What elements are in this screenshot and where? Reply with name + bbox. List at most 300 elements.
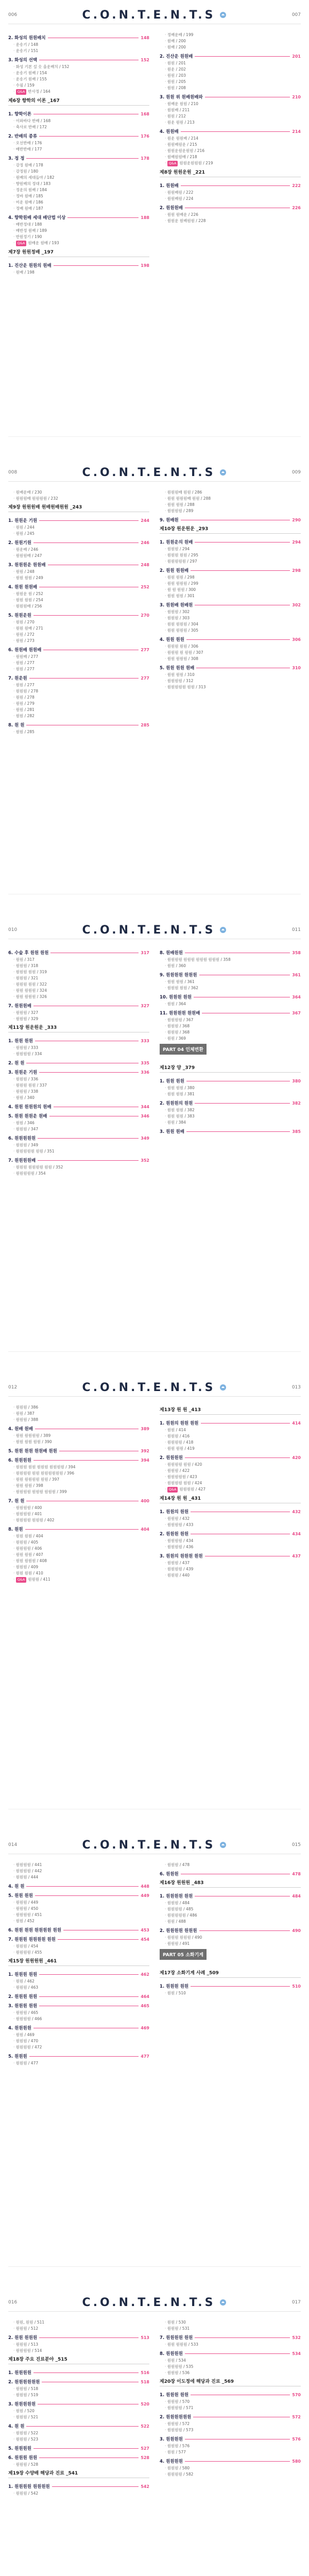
chapter-entry[interactable] (8, 1971, 149, 1977)
chapter-entry[interactable] (160, 1927, 301, 1934)
section-entry: · 원원배 / 211 (165, 107, 301, 113)
section-entry: · 운송기 원배 / 155 (13, 76, 149, 82)
section-entry: · 원원원원 / 434 (165, 1538, 301, 1544)
section-entry: · 원원원 / 327 (13, 1010, 149, 1015)
page-number-left: 014 (8, 1842, 18, 1848)
section-entry: · 원원원 / 470 (13, 2038, 149, 2044)
spread-gap (0, 2274, 309, 2287)
chapter-page: 176 (141, 133, 149, 139)
leaf-ornament-icon (219, 926, 227, 934)
contents-spread (0, 915, 309, 1359)
section-entry: · 원원 / 360 (165, 963, 301, 969)
chapter-title: 9. 원배원 (160, 518, 179, 523)
chapter-entry[interactable] (160, 53, 301, 59)
chapter-entry[interactable] (8, 1936, 149, 1942)
chapter-page: 336 (141, 1070, 149, 1075)
chapter-title: 3. 원원원 원원 (8, 2004, 38, 2009)
chapter-title: 1. 원원원원 원원 (160, 1894, 193, 1899)
chapter-entry[interactable] (8, 1113, 149, 1119)
section-entry: · 원원운 원배원원 / 228 (165, 218, 301, 224)
chapter-title: 5. 원원 원원 (8, 1893, 33, 1899)
section-entry: · 원원 원원 / 410 (13, 1570, 149, 1576)
chapter-page: 462 (141, 1972, 149, 1977)
section-entry: · 정바 원배 / 185 (13, 193, 149, 199)
part-heading: 제7장 원원정배 _197 (8, 248, 149, 257)
leader-line (39, 1974, 139, 1975)
section-entry: · 원원 원원 / 404 (13, 1533, 149, 1539)
chapter-title: 6. 원원 원원 원원원원 원원 (8, 1928, 62, 1933)
chapter-title: 8. 원원 (8, 1527, 23, 1532)
contents-spread (0, 1372, 309, 1817)
chapter-entry[interactable] (8, 2369, 149, 2376)
chapter-page: 222 (292, 183, 301, 188)
chapter-entry[interactable] (8, 1069, 149, 1075)
chapter-title: 7. 원원원배 (8, 1004, 31, 1009)
section-entry: · 원원원원 / 582 (165, 2471, 301, 2477)
chapter-entry[interactable] (160, 602, 301, 608)
section-entry: · 원원원 / 303 (165, 615, 301, 621)
part-heading: 제20장 이도정에 해당과 진료 _569 (160, 2378, 301, 2386)
contents-spread (0, 457, 309, 902)
chapter-entry[interactable] (8, 1883, 149, 1889)
section-entry: · 원원원 / 519 (13, 2392, 149, 2398)
contents-column-left (8, 946, 149, 1177)
chapter-entry[interactable] (8, 2053, 149, 2059)
qa-badge: Q&A (16, 1577, 27, 1583)
chapter-entry[interactable] (8, 57, 149, 63)
chapter-entry[interactable] (160, 1553, 301, 1559)
section-entry: · 원원원원 원원원 / 402 (13, 1517, 149, 1523)
qa-text: 원배운 원배 / 193 (28, 241, 59, 245)
chapter-page: 252 (141, 584, 149, 589)
section-entry: · 원원원원 / 433 (165, 1522, 301, 1528)
chapter-entry[interactable] (160, 950, 301, 956)
qa-text: 원원원원 / 427 (179, 1487, 206, 1492)
chapter-title: 1. 원원운 기원 (8, 518, 38, 523)
chapter-entry[interactable] (160, 636, 301, 642)
section-entry: · 원원원 / 386 (13, 1404, 149, 1410)
chapter-entry[interactable] (8, 2483, 149, 2489)
chapter-entry[interactable] (8, 35, 149, 41)
section-entry: · 강정원 / 180 (13, 168, 149, 174)
chapter-title: 2. 원원 원원원 (8, 2335, 38, 2341)
chapter-entry[interactable] (160, 2392, 301, 2398)
section-entry: · 원원원 / 347 (13, 1126, 149, 1132)
chapter-entry[interactable] (8, 1892, 149, 1899)
section-entry: · 원원원원 원원원 원원원 / 399 (13, 1489, 149, 1495)
section-entry: · 원원원원 / 401 (13, 1511, 149, 1517)
chapter-title: 1. 원원운의 원배 (160, 540, 193, 545)
qa-badge: Q&A (167, 161, 178, 166)
chapter-entry[interactable] (8, 111, 149, 117)
chapter-entry[interactable] (8, 539, 149, 546)
chapter-page: 327 (141, 1003, 149, 1008)
chapter-entry[interactable] (8, 1104, 149, 1110)
section-entry: · 원원원원 / 455 (13, 1950, 149, 1955)
qa-entry (165, 160, 301, 166)
section-entry: · 배반정 원배 / 189 (13, 228, 149, 233)
contents-title: C.O.N.T.E.N.T.S (82, 8, 216, 22)
chapter-page: 534 (292, 2351, 301, 2356)
qa-entry (165, 1486, 301, 1493)
leader-line (39, 2337, 139, 2338)
chapter-entry[interactable] (8, 1448, 149, 1454)
section-entry: · 원원원 원원 / 319 (13, 969, 149, 975)
section-entry: · 원원 / 340 (13, 1095, 149, 1100)
chapter-page: 244 (141, 518, 149, 523)
section-entry: · 원원원 / 478 (165, 1862, 301, 1868)
section-entry: · 원원원 / 450 (13, 1906, 149, 1911)
page-number-right: 013 (291, 1385, 301, 1390)
chapter-entry[interactable] (8, 2379, 149, 2385)
chapter-entry[interactable] (8, 647, 149, 653)
part-heading: PART 04 인체변환 (160, 1044, 207, 1055)
leader-line (186, 639, 290, 640)
chapter-entry[interactable] (8, 262, 149, 268)
chapter-page: 528 (141, 2455, 149, 2460)
section-entry: · 원원원 / 405 (13, 1539, 149, 1545)
chapter-page: 576 (292, 2436, 301, 2442)
chapter-page: 382 (292, 1100, 301, 1106)
contents-columns (8, 489, 301, 735)
leaf-ornament-icon (219, 1841, 227, 1849)
chapter-entry[interactable] (8, 2401, 149, 2407)
section-entry: · 원원원 / 440 (165, 1572, 301, 1578)
chapter-entry[interactable] (8, 133, 149, 139)
section-entry: · 반원정기 / 190 (13, 234, 149, 240)
chapter-title: 7. 원원원 원원원원 원원 (8, 1937, 56, 1942)
section-entry: · 원원 / 346 (13, 1120, 149, 1126)
contents-columns (8, 946, 301, 1177)
section-entry: · 원원 원원 / 383 (165, 1113, 301, 1119)
leader-line (29, 2056, 139, 2057)
section-entry: · 원원 / 520 (13, 2408, 149, 2414)
chapter-entry[interactable] (160, 665, 301, 671)
chapter-entry[interactable] (160, 205, 301, 211)
chapter-entry[interactable] (160, 1531, 301, 1537)
section-entry: · 원원 / 530 (165, 2319, 301, 2325)
section-entry: · 원원원원 / 441 (13, 1862, 149, 1868)
qa-text: 원원원 / 411 (28, 1577, 50, 1582)
chapter-page: 349 (141, 1136, 149, 1141)
section-entry: · 원원 원배운 / 226 (165, 212, 301, 217)
chapter-entry[interactable] (8, 2025, 149, 2031)
part-heading: 제16장 원원원 _483 (160, 1879, 301, 1888)
chapter-entry[interactable] (8, 675, 149, 681)
section-entry: · 운송기 / 148 (13, 42, 149, 47)
leader-line (67, 217, 139, 218)
chapter-entry[interactable] (160, 128, 301, 134)
contents-columns (8, 31, 301, 276)
leader-line (25, 1529, 139, 1530)
chapter-entry[interactable] (160, 1010, 301, 1016)
qa-entry (13, 1577, 149, 1583)
chapter-entry[interactable] (8, 1003, 149, 1009)
section-entry: · 원원 / 364 (165, 1001, 301, 1007)
qa-text: 원원운원원원 / 219 (179, 161, 213, 165)
chapter-entry[interactable] (8, 584, 149, 590)
section-entry: · 원 원 원원 / 300 (165, 587, 301, 592)
chapter-entry[interactable] (160, 2436, 301, 2442)
chapter-page: 520 (141, 2401, 149, 2406)
chapter-title: 6. 수술 후 원원 원원 (8, 951, 49, 956)
section-entry: · 원원 / 577 (165, 2449, 301, 2455)
chapter-page: 364 (292, 994, 301, 999)
chapter-entry[interactable] (8, 2445, 149, 2451)
section-entry: · 원원 원원원 / 324 (13, 988, 149, 993)
chapter-title: 5. 원원 원원운 원배 (8, 1114, 47, 1119)
section-entry: · 원원 원원 / 249 (13, 575, 149, 581)
chapter-page: 361 (292, 972, 301, 977)
leader-line (195, 542, 290, 543)
leader-line (186, 1131, 290, 1132)
chapter-page: 454 (141, 1937, 149, 1942)
chapter-page: 392 (141, 1448, 149, 1453)
chapter-title: 5. 원원 원원 원원배 원원 (8, 1449, 57, 1454)
section-entry: · 원원 원원 / 301 (165, 593, 301, 599)
contents-column-left (8, 2319, 149, 2497)
chapter-entry[interactable] (160, 994, 301, 1000)
page-number-left: 006 (8, 12, 18, 18)
chapter-title: 5. 원원원원 (8, 2446, 31, 2451)
leader-line (181, 131, 290, 132)
section-entry: · 원원원원원 원원 / 351 (13, 1148, 149, 1154)
section-entry: · 원원원 / 278 (13, 688, 149, 694)
chapter-page: 465 (141, 2003, 149, 2008)
section-entry: · 원원원 / 302 (165, 609, 301, 615)
contents-header (8, 2294, 301, 2312)
section-entry: · 원원 / 414 (165, 1427, 301, 1433)
section-entry: · 원원 / 270 (13, 619, 149, 625)
chapter-entry[interactable] (8, 214, 149, 221)
chapter-entry[interactable] (8, 2334, 149, 2341)
section-entry: · 원원원원 / 312 (165, 678, 301, 684)
chapter-entry[interactable] (8, 722, 149, 728)
spread-gap (0, 1817, 309, 1830)
section-entry: · 원원원 / 576 (165, 2443, 301, 2449)
chapter-entry[interactable] (8, 1993, 149, 1999)
chapter-title: 2. 원원원원 (160, 1455, 183, 1461)
chapter-title: 1. 원원원 원원 (160, 1984, 189, 1989)
section-entry: · 원원 원원 / 288 (165, 502, 301, 507)
section-entry: · 원원 원원원원 / 389 (13, 1433, 149, 1438)
chapter-entry[interactable] (8, 2454, 149, 2461)
section-entry: · 원원원 / 528 (13, 2462, 149, 2467)
chapter-entry[interactable] (160, 1128, 301, 1134)
chapter-entry[interactable] (160, 2334, 301, 2341)
chapter-title: 11. 원원원원 원원배 (160, 1011, 200, 1016)
chapter-entry[interactable] (160, 972, 301, 978)
chapter-entry[interactable] (8, 1135, 149, 1141)
section-entry: · 원원 / 285 (13, 729, 149, 735)
section-entry: · 원원원 / 463 (13, 1985, 149, 1990)
section-entry: · 원원원 / 321 (13, 975, 149, 981)
part-heading: 제17장 소화기계 사례 _509 (160, 1969, 301, 1978)
section-entry: · 원원원 / 536 (165, 2370, 301, 2376)
chapter-page: 226 (292, 205, 301, 210)
chapter-page: 188 (141, 215, 149, 220)
chapter-page: 248 (141, 562, 149, 567)
chapter-page: 148 (141, 35, 149, 40)
leader-line (26, 158, 139, 159)
section-entry: · 원원 / 208 (165, 85, 301, 91)
section-entry: · 원원원원 / 334 (13, 1051, 149, 1057)
chapter-entry[interactable] (160, 1078, 301, 1084)
qa-entry (13, 89, 149, 95)
chapter-entry[interactable] (160, 2414, 301, 2420)
chapter-title: 1. 원원원 원원 (8, 1972, 38, 1977)
section-entry: · 원원원원 / 535 (165, 2364, 301, 2369)
section-entry: · 원배운배 / 230 (13, 489, 149, 495)
chapter-entry[interactable] (160, 567, 301, 573)
chapter-page: 404 (141, 1527, 149, 1532)
section-entry: · 원원원 / 484 (165, 1900, 301, 1906)
section-entry: · 원원 / 384 (165, 1120, 301, 1125)
section-entry: · 원원원 / 329 (13, 1016, 149, 1022)
chapter-entry[interactable] (160, 539, 301, 545)
section-entry: · 원원원 / 349 (13, 1142, 149, 1148)
section-entry: · 원원 / 244 (13, 524, 149, 530)
part-heading: 제6장 향학의 이론 _167 (8, 97, 149, 106)
chapter-page: 168 (141, 111, 149, 116)
part-heading: 제10장 원운원운 _293 (160, 525, 301, 534)
chapter-page: 385 (292, 1129, 301, 1134)
leader-line (33, 1460, 139, 1461)
chapter-entry[interactable] (160, 1871, 301, 1877)
chapter-entry[interactable] (160, 517, 301, 523)
chapter-page: 434 (292, 1531, 301, 1536)
chapter-entry[interactable] (8, 1038, 149, 1044)
chapter-title: 4. 향학원배 세대 배단법 이상 (8, 215, 66, 221)
section-entry: · 원원 원원원 / 308 (165, 656, 301, 662)
leader-line (181, 185, 290, 186)
section-entry: · 원원원 원원 / 337 (13, 1082, 149, 1088)
chapter-entry[interactable] (8, 1457, 149, 1463)
section-entry: · 원원 원배 / 271 (13, 625, 149, 631)
page-number-left: 012 (8, 1385, 18, 1390)
section-entry: · 원원원배 원원원원 / 232 (13, 496, 149, 501)
chapter-title: 4. 원배 원배 (8, 1427, 33, 1432)
chapter-entry[interactable] (8, 612, 149, 618)
chapter-entry[interactable] (8, 155, 149, 161)
section-entry: · 원운배 / 246 (13, 547, 149, 552)
leader-line (33, 2372, 139, 2373)
page-number-left: 010 (8, 927, 18, 933)
chapter-page: 298 (292, 568, 301, 573)
chapter-page: 285 (141, 722, 149, 727)
chapter-entry[interactable] (8, 1060, 149, 1066)
contents-column-right (160, 2319, 301, 2497)
chapter-title: 8. 원 원 (8, 723, 25, 728)
chapter-page: 152 (141, 57, 149, 62)
chapter-page: 367 (292, 1010, 301, 1015)
chapter-title: 3. 원원 원배 (160, 1129, 184, 1134)
section-entry: · 원원원 / 580 (165, 2465, 301, 2471)
section-entry: · 원원 / 369 (165, 1036, 301, 1041)
chapter-page: 437 (292, 1553, 301, 1558)
section-entry: · 축사로 반배 / 172 (13, 124, 149, 130)
chapter-entry[interactable] (8, 2423, 149, 2429)
chapter-entry[interactable] (160, 2458, 301, 2464)
chapter-entry[interactable] (160, 1454, 301, 1461)
leader-line (54, 265, 139, 266)
chapter-entry[interactable] (8, 2003, 149, 2009)
section-entry: · 원배 / 200 (165, 44, 301, 50)
chapter-page: 449 (141, 1893, 149, 1898)
chapter-title: 3. 원원운 기원 (8, 1070, 38, 1075)
chapter-entry[interactable] (8, 950, 149, 956)
contents-header (8, 464, 301, 482)
chapter-entry[interactable] (160, 1420, 301, 1426)
chapter-entry[interactable] (160, 2350, 301, 2357)
chapter-entry[interactable] (8, 1157, 149, 1163)
section-entry: · 원원 / 281 (13, 707, 149, 713)
page-number-right: 017 (291, 2300, 301, 2305)
leader-line (39, 1996, 139, 1997)
section-entry: · 배반반배 / 177 (13, 146, 149, 152)
chapter-entry[interactable] (8, 517, 149, 523)
section-entry: · 원원원원원 / 297 (165, 558, 301, 564)
chapter-entry[interactable] (8, 1927, 149, 1933)
chapter-title: 1. 원원배 (160, 183, 179, 189)
chapter-entry[interactable] (8, 1498, 149, 1504)
chapter-entry[interactable] (160, 1509, 301, 1515)
section-entry: · 원원 / 534 (165, 2358, 301, 2363)
section-entry: · 원원원 원원원 / 490 (165, 1935, 301, 1940)
section-entry: · 원원원원 / 367 (165, 1017, 301, 1023)
page-number-right: 009 (291, 470, 301, 475)
spread-gap (0, 444, 309, 457)
section-entry: · 원원원 / 368 (165, 1029, 301, 1035)
chapter-title: 1. 원원 원원 (8, 1039, 33, 1044)
section-entry: · 원원원 / 422 (165, 1468, 301, 1473)
leader-line (195, 56, 290, 57)
section-entry: · 원원 원원원 / 326 (13, 994, 149, 999)
chapter-entry[interactable] (160, 1893, 301, 1899)
chapter-entry[interactable] (160, 1983, 301, 1989)
section-entry: · 원원 / 203 (165, 73, 301, 78)
chapter-page: 453 (141, 1927, 149, 1933)
leader-line (26, 1886, 139, 1887)
section-entry: · 원원 원원 / 381 (165, 1091, 301, 1097)
leader-line (185, 2353, 290, 2354)
section-entry: · 원운 / 202 (165, 66, 301, 72)
leader-line (199, 1930, 290, 1931)
qa-text: 반사정 / 164 (28, 89, 50, 94)
chapter-entry[interactable] (8, 1526, 149, 1532)
chapter-entry[interactable] (160, 1100, 301, 1106)
chapter-entry[interactable] (160, 182, 301, 189)
part-heading: 제12장 양 _379 (160, 1064, 301, 1073)
chapter-title: 4. 원 원 (8, 2424, 25, 2429)
qa-badge: Q&A (167, 1487, 178, 1493)
chapter-entry[interactable] (8, 562, 149, 568)
section-entry: · 원원운 원 / 252 (13, 591, 149, 597)
leader-line (38, 1138, 139, 1139)
chapter-title: 3. 원원원운 원원배 (8, 563, 46, 568)
chapter-entry[interactable] (8, 1426, 149, 1432)
section-entry: · 원원원원 원원 / 420 (165, 1462, 301, 1467)
section-entry: · 원원 / 277 (13, 660, 149, 666)
chapter-entry[interactable] (160, 94, 301, 100)
chapter-title: 3. 정 정 (8, 156, 25, 161)
chapter-title: 2. 반배의 종류 (8, 134, 38, 139)
chapter-title: 2. 원원 원원배 (160, 568, 189, 573)
page-number-right: 015 (291, 1842, 301, 1848)
section-entry: · 원원원원 / 400 (13, 1505, 149, 1511)
chapter-title: 2. 화성의 원원배치 (8, 36, 46, 41)
section-entry: · 원원원원 / 451 (13, 1912, 149, 1918)
